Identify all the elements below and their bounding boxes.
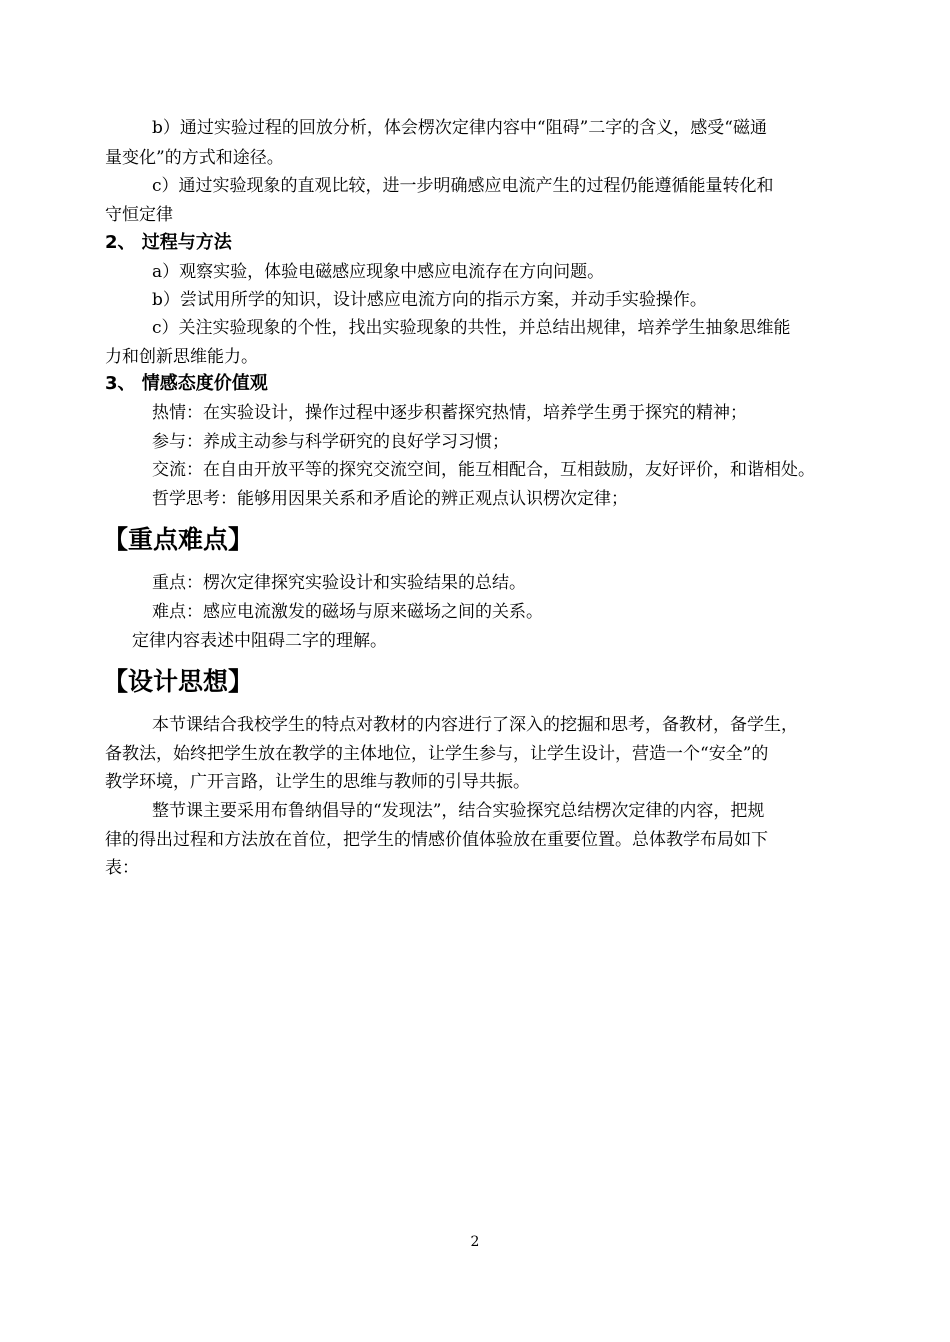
key-point-focus: 重点：楞次定律探究实验设计和实验结果的总结。 [152, 573, 526, 593]
section-2-item-a: a）观察实验，体验电磁感应现象中感应电流存在方向问题。 [152, 262, 605, 282]
key-point-difficulty: 难点：感应电流激发的磁场与原来磁场之间的关系。 [152, 602, 543, 622]
objective-b-line1: b）通过实验过程的回放分析，体会楞次定律内容中“阻碍”二字的含义，感受“磁通 [152, 118, 767, 138]
section-2-item-b: b）尝试用所学的知识，设计感应电流方向的指示方案，并动手实验操作。 [152, 290, 707, 310]
objective-c-line1: c）通过实验现象的直观比较，进一步明确感应电流产生的过程仍能遵循能量转化和 [152, 176, 774, 196]
page-number: 2 [470, 1234, 480, 1250]
key-point-note: 定律内容表述中阻碍二字的理解。 [132, 631, 387, 651]
section-2-item-c-line2: 力和创新思维能力。 [105, 347, 258, 367]
key-points-heading: 【重点难点】 [103, 525, 254, 554]
design-p1-line3: 教学环境，广开言路，让学生的思维与教师的引导共振。 [105, 772, 530, 792]
design-p2-line2: 律的得出过程和方法放在首位，把学生的情感价值体验放在重要位置。总体教学布局如下 [105, 830, 768, 850]
design-p1-line1: 本节课结合我校学生的特点对教材的内容进行了深入的挖掘和思考，备教材，备学生， [152, 715, 798, 735]
design-heading: 【设计思想】 [103, 667, 254, 696]
design-p1-line2: 备教法，始终把学生放在教学的主体地位，让学生参与，让学生设计，营造一个“安全”的 [105, 744, 769, 764]
section-3-heading: 3、 情感态度价值观 [105, 373, 268, 394]
section-2-heading: 2、 过程与方法 [105, 232, 232, 253]
section-3-item-philosophy: 哲学思考：能够用因果关系和矛盾论的辨正观点认识楞次定律； [152, 489, 628, 509]
section-3-item-enthusiasm: 热情：在实验设计，操作过程中逐步积蓄探究热情，培养学生勇于探究的精神； [152, 403, 747, 423]
section-3-item-participation: 参与：养成主动参与科学研究的良好学习习惯； [152, 432, 509, 452]
section-2-item-c-line1: c）关注实验现象的个性，找出实验现象的共性，并总结出规律，培养学生抽象思维能 [152, 318, 791, 338]
objective-c-line2: 守恒定律 [105, 205, 173, 225]
objective-b-line2: 量变化”的方式和途径。 [105, 148, 284, 168]
design-p2-line3: 表： [105, 858, 139, 878]
section-3-item-communication: 交流：在自由开放平等的探究交流空间，能互相配合，互相鼓励，友好评价，和谐相处。 [152, 460, 815, 480]
design-p2-line1: 整节课主要采用布鲁纳倡导的“发现法”，结合实验探究总结楞次定律的内容，把规 [152, 801, 765, 821]
